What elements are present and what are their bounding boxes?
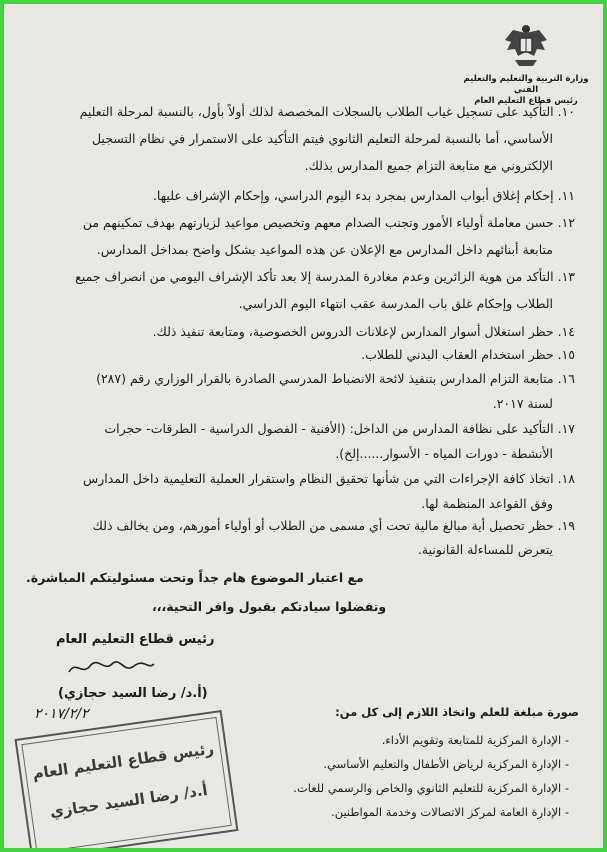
letter-page <box>4 4 603 848</box>
handwritten-signature-icon <box>64 654 159 680</box>
body-line: يتعرض للمساءلة القانونية. <box>417 542 553 557</box>
copies-item: - الإدارة المركزية للمتابعة وتقويم الأداء. <box>381 733 569 747</box>
ministry-name: وزارة التربية والتعليم والتعليم الفني <box>463 74 589 95</box>
official-stamp <box>15 710 239 848</box>
body-line: الأنشطة - دورات المياه - الأسوار......إلخ). <box>335 446 553 461</box>
copies-heading: صورة مبلغة للعلم واتخاذ اللازم إلى كل من: <box>335 705 579 719</box>
body-line: وفق القواعد المنظمة لها. <box>421 496 553 511</box>
copies-item: - الإدارة المركزية لرياض الأطفال والتعليم الأساسي. <box>323 757 569 771</box>
body-line: ١١. إحكام إغلاق أبواب المدارس بمجرد بدء اليوم الدراسي، وإحكام الإشراف عليها. <box>152 188 575 203</box>
body-line: لسنة ٢٠١٧. <box>492 396 553 411</box>
eagle-emblem-icon <box>503 22 549 70</box>
copies-item: - الإدارة المركزية للتعليم الثانوي والخاص والرسمي للغات. <box>293 781 569 795</box>
body-line: ١٣. التأكد من هوية الزائرين وعدم مغادرة المدرسة إلا بعد تأكد الإشراف اليومي من انصراف جميع <box>75 269 575 284</box>
signatory-name: (أ.د/ رضا السيد حجازي) <box>58 686 208 701</box>
body-line: الطلاب وإحكام غلق باب المدرسة عقب انتهاء اليوم الدراسي. <box>238 296 553 311</box>
signatory-title: رئيس قطاع التعليم العام <box>56 632 215 647</box>
body-line: الإلكتروني مع متابعة التزام جميع المدارس بذلك. <box>304 158 553 173</box>
letterhead <box>461 22 591 107</box>
body-line: ١٢. حسن معاملة أولياء الأمور وتجنب الصدام معهم وتخصيص مواعيد لزيارتهم بهدف تمكينهم من <box>82 215 575 230</box>
document-frame <box>4 4 603 848</box>
stamp-line: رئيس قطاع التعليم العام <box>31 739 215 783</box>
body-line: ١٩. حظر تحصيل أية مبالغ مالية تحت أي مسمى من الطلاب أو أولياء أمورهم، ومن يخالف ذلك <box>92 518 575 533</box>
body-line: متابعة أبنائهم داخل المدارس مع الإعلان عن هذه المواعيد بشكل واضح بمداخل المدارس. <box>96 242 553 257</box>
body-line: ١٤. حظر استغلال أسوار المدارس لإعلانات الدروس الخصوصية، ومتابعة تنفيذ ذلك. <box>152 324 575 339</box>
body-line: ١٧. التأكيد على نظافة المدارس من الداخل: (الأفنية - الفصول الدراسية - الطرقات- حجرات <box>104 421 575 436</box>
body-line: ١٠. التأكيد على تسجيل غياب الطلاب بالسجلات المخصصة لذلك أولاً بأول، بالنسبة لمرحلة التعليم <box>79 104 575 119</box>
stamp-line: أ.د/ رضا السيد حجازي <box>48 780 209 821</box>
body-line: ١٥. حظر استخدام العقاب البدني للطلاب. <box>361 347 575 362</box>
body-line: الأساسي، أما بالنسبة لمرحلة التعليم الثانوي فيتم التأكيد على الاستمرار في نظام التسجيل <box>91 131 553 146</box>
signature-date: ٢٠١٧/٢/٢ <box>34 706 89 722</box>
copies-item: - الإدارة العامة لمركز الاتصالات وخدمة المواطنين. <box>331 805 569 819</box>
body-line: ١٨. اتخاذ كافة الإجراءات التي من شأنها تحقيق النظام واستقرار العملية التعليمية داخل المدارس <box>82 471 575 486</box>
body-line: ١٦. متابعة التزام المدارس بتنفيذ لائحة الانضباط المدرسي الصادرة بالقرار الوزاري رقم (٢٨٧) <box>96 371 575 386</box>
closing-note: مع اعتبار الموضوع هام جداً وتحت مسئوليتكم المباشرة. <box>26 570 364 585</box>
greeting: وتفضلوا سيادتكم بقبول وافر التحية،،، <box>152 599 387 614</box>
sector-name: رئيس قطاع التعليم العام <box>474 96 578 106</box>
